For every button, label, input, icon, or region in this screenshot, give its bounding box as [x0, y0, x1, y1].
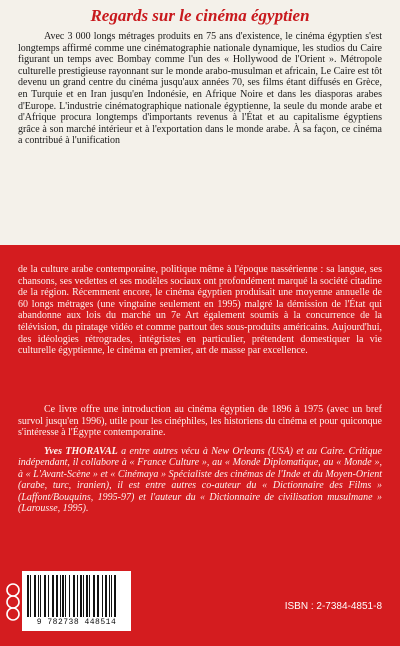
- barcode-bar: [30, 575, 31, 617]
- barcode-bar: [97, 575, 99, 617]
- barcode-bar: [62, 575, 64, 617]
- barcode-bar: [38, 575, 39, 617]
- barcode-bar: [93, 575, 95, 617]
- book-title: Regards sur le cinéma égyptien: [90, 6, 310, 25]
- barcode-bar: [40, 575, 41, 617]
- barcode-bar: [56, 575, 58, 617]
- barcode-bar: [48, 575, 49, 617]
- barcode-bar: [80, 575, 82, 617]
- summary-paragraph: Ce livre offre une introduction au cinéma égyptien de 1896 à 1975 (avec un bref survol jusqu'en 1996), utile pour les cinéphiles, les historiens du cinéma et pour quiconque s'intéresse à l'Égypte contemporaine.: [18, 404, 382, 439]
- body-paragraph: de la culture arabe contemporaine, politique même à l'époque nassérienne : sa langue, ses chansons, ses vedettes et ses modèles sociaux ont profondément marqué la société citadine de la région. Récemment encore, le cinéma égyptien produisait une moyenne annuelle de 60 longs métrages (une vingtaine seulement en 1995) malgré la démission de l'État qui abandonne aux lois du marché un 7e Art également soumis à la concurrence de la télévision, du piratage vidéo et comme partout des sous-produits américains. Aujourd'hui, des idéologies rétrogrades, intégristes en particulier, prétendent domestiquer la vie culturelle égyptienne, le cinéma en premier, art de masse par excellence.: [18, 264, 382, 357]
- barcode-bar: [34, 575, 36, 617]
- barcode-bar: [114, 575, 116, 617]
- barcode-bar: [89, 575, 90, 617]
- author-name: Yves THORAVAL: [44, 446, 118, 457]
- author-bio: [18, 446, 382, 514]
- barcode-bars: [26, 575, 127, 617]
- barcode-bar: [86, 575, 88, 617]
- barcode-number: 9 782738 448514: [36, 618, 117, 627]
- intro-paragraph: Avec 3 000 longs métrages produits en 75 ans d'existence, le cinéma égyptien s'est longtemps affirmé comme une cinématographie nationale dynamique, les studios du Caire figurant un temps avec Bombay comme l'un des « Hollywood de l'Orient ». Métropole culturelle prestigieuse rayonnant sur le monde arabo-musulman et africain, Le Caire est tôt devenu un grand centre du cinéma jusqu'aux années 70, ses films étant diffusés en Grèce, en Turquie et en Iran jusqu'en Indonésie, en Afrique Noire et dans les diasporas arabes d'Europe. L'industrie cinématographique nationale égyptienne, la seule du monde arabe et d'Afrique procura longtemps d'importants revenus à l'État et au capitalisme égyptiens grâce à son marché intérieur et à l'exportation dans le monde arabe. À sa façon, ce cinéma a contribué à l'unification: [18, 31, 382, 147]
- barcode-bar: [83, 575, 84, 617]
- isbn-label: ISBN : 2-7384-4851-8: [284, 601, 382, 612]
- barcode-bar: [73, 575, 75, 617]
- barcode-bar: [65, 575, 66, 617]
- barcode-bar: [69, 575, 70, 617]
- barcode-bar: [44, 575, 46, 617]
- author-bio-text: a entre autres vécu à New Orleans (USA) et au Caire. Critique indépendant, il collabore à « France Culture », au « Monde Diplomatique, au « Monde », à « L'Avant-Scène » et « Cinémaya » Spécialiste des cinémas de l'Inde et du Moyen-Orient (arabe, turc, iranien), il est entre autres co-auteur du « Dictionnaire des Films » (Laffont/Bouquins, 1995-97) et l'auteur du « Dictionnaire de civilisation musulmane » (Larousse, 1995).: [18, 446, 382, 515]
- barcode-bar: [102, 575, 103, 617]
- publisher-logo-icon: [4, 578, 22, 626]
- barcode-bar: [111, 575, 112, 617]
- barcode: [22, 571, 131, 631]
- top-panel: [0, 0, 400, 245]
- barcode-bar: [60, 575, 61, 617]
- barcode-bar: [27, 575, 29, 617]
- barcode-bar: [109, 575, 110, 617]
- barcode-bar: [77, 575, 78, 617]
- barcode-bar: [105, 575, 107, 617]
- barcode-bar: [52, 575, 54, 617]
